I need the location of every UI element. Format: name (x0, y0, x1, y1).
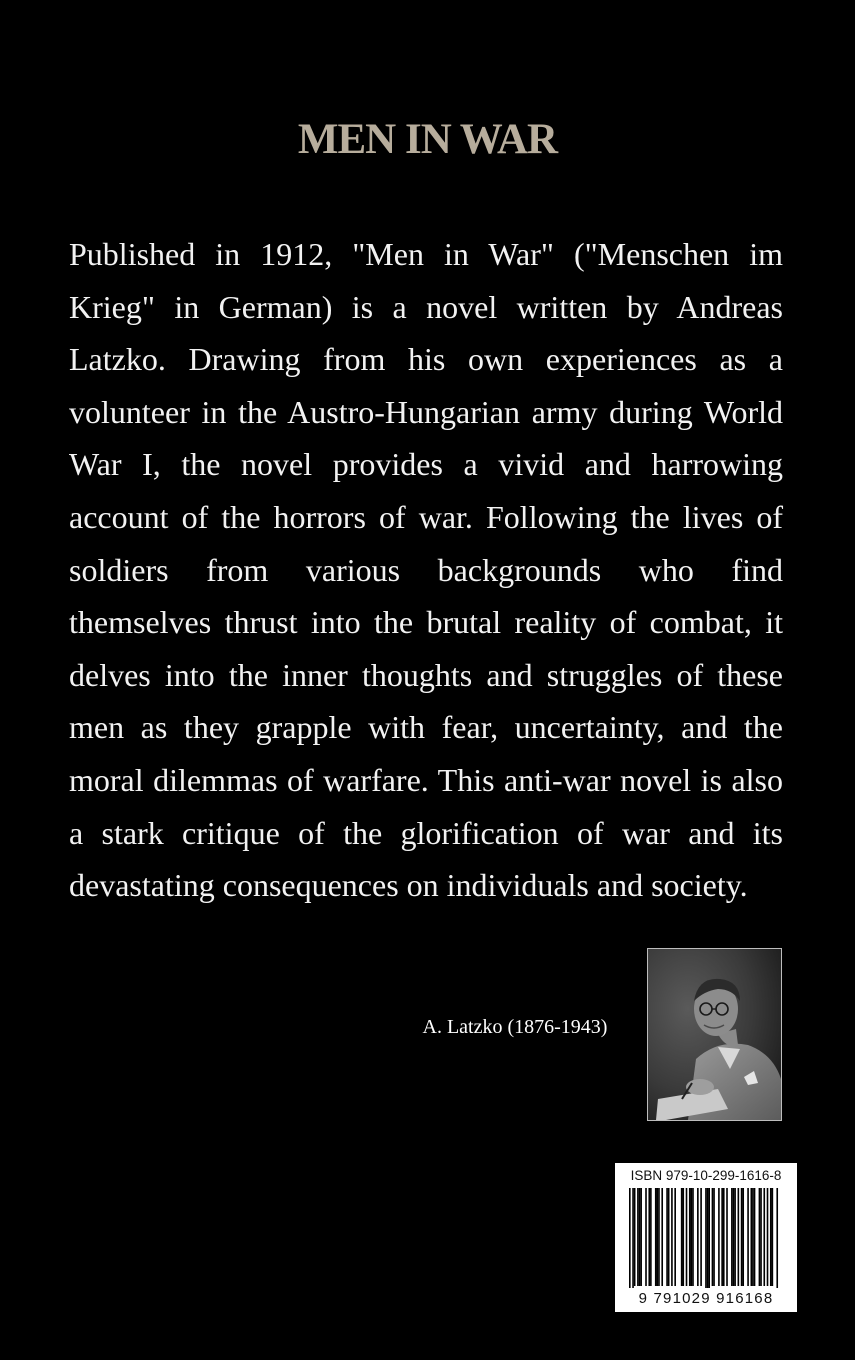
barcode-bar (671, 1188, 673, 1286)
barcode-bar (742, 1188, 744, 1286)
barcode-bar (712, 1188, 714, 1286)
book-title: MEN IN WAR (297, 116, 558, 163)
barcode-bar (733, 1188, 735, 1286)
barcode-bar (657, 1188, 659, 1286)
barcode-bar (721, 1188, 723, 1286)
barcode-bar (763, 1188, 765, 1286)
barcode-bar (629, 1188, 631, 1288)
barcode-bar (666, 1188, 668, 1286)
barcode-bar (738, 1188, 740, 1286)
barcode-bar (632, 1188, 634, 1288)
book-description: Published in 1912, "Men in War" ("Menschen im Krieg" in German) is a novel written by Andreas Latzko. Drawing from his own experiences as a volunteer in the Austro-Hungarian army during World War I, the novel provides a vivid and harrowing account of the horrors of war. Following the lives of soldiers from various backgrounds who find themselves thrust into the brutal reality of combat, it delves into the inner thoughts and struggles of these men as they grapple with fear, uncertainty, and the moral dilemmas of warfare. This anti-war novel is also a stark critique of the glorification of war and its devastating consequences on individuals and society. (69, 236, 783, 904)
author-caption: A. Latzko (1876-1943) (422, 1016, 608, 1038)
barcode-bar (691, 1188, 693, 1286)
barcode-bar (658, 1188, 660, 1286)
barcode-bar (741, 1188, 743, 1286)
barcode-bar (770, 1188, 772, 1286)
barcode-bar (674, 1188, 676, 1286)
barcode-bar (731, 1188, 733, 1286)
barcode-bar (767, 1188, 769, 1286)
barcode-bar (747, 1188, 749, 1286)
barcode-bar (705, 1188, 707, 1288)
barcode-bar (650, 1188, 652, 1286)
barcode-bar (776, 1188, 778, 1288)
barcode-bar (751, 1188, 753, 1286)
barcode-bar (700, 1188, 702, 1286)
barcode-bar (682, 1188, 684, 1286)
barcode-bar (655, 1188, 657, 1286)
barcode-bar (708, 1188, 710, 1288)
barcode-digits: 9 791029 916168 (638, 1290, 774, 1307)
barcode-bar (640, 1188, 642, 1286)
barcode-bar (759, 1188, 761, 1286)
barcode-bar (668, 1188, 670, 1286)
barcode-bar (634, 1188, 636, 1286)
isbn-label: ISBN 979-10-299-1616-8 (630, 1168, 782, 1183)
barcode-bar (686, 1188, 688, 1286)
barcode-bar (752, 1188, 754, 1286)
barcode-bar (723, 1188, 725, 1286)
barcode-bar (645, 1188, 647, 1286)
barcode-bar (648, 1188, 650, 1286)
barcode-bar (754, 1188, 756, 1286)
barcode-bar (681, 1188, 683, 1286)
barcode-bar (718, 1188, 720, 1286)
barcode-bar (726, 1188, 728, 1286)
author-portrait (647, 948, 782, 1121)
barcode-icon (615, 1188, 797, 1288)
barcode-bar (772, 1188, 774, 1286)
barcode-bar (661, 1188, 663, 1286)
barcode-bar (692, 1188, 694, 1286)
barcode-bar (697, 1188, 699, 1286)
barcode-bar (760, 1188, 762, 1286)
barcode-bar (713, 1188, 715, 1286)
barcode-bar (637, 1188, 639, 1286)
barcode-bar (707, 1188, 709, 1288)
barcode-bar (689, 1188, 691, 1286)
barcode-bar (639, 1188, 641, 1286)
isbn-barcode (615, 1163, 797, 1312)
author-portrait-icon (648, 949, 781, 1120)
barcode-bar (734, 1188, 736, 1286)
